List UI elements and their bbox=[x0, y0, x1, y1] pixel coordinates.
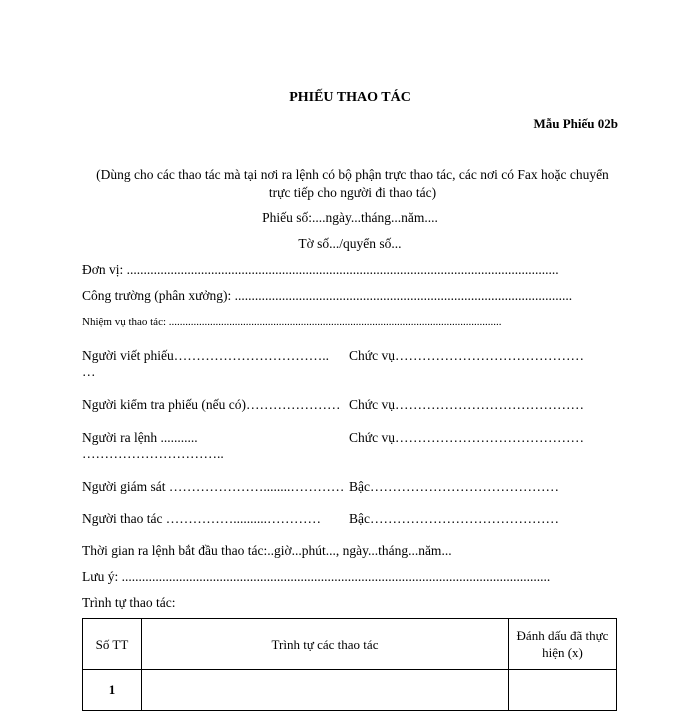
header-sequence: Trình tự các thao tác bbox=[142, 619, 509, 670]
usage-note-line-2: trực tiếp cho người đi thao tác) bbox=[268, 185, 437, 200]
checker-field: Người kiểm tra phiếu (nếu có)………………… bbox=[82, 397, 341, 412]
writer-role-field: Chức vụ…………………………………… bbox=[349, 348, 584, 363]
site-field: Công trường (phân xưởng): .................................................................................................... bbox=[82, 288, 573, 303]
sheet-number: Tờ số.../quyển số... bbox=[298, 236, 402, 251]
form-title: PHIẾU THAO TÁC bbox=[289, 90, 411, 105]
table-header-row bbox=[83, 619, 617, 670]
usage-note bbox=[80, 166, 625, 202]
row-number-cell: 1 bbox=[83, 670, 142, 711]
operator-field: Người thao tác ……………..........………… bbox=[82, 511, 322, 526]
form-code: Mẫu Phiếu 02b bbox=[533, 116, 618, 131]
sequence-label: Trình tự thao tác: bbox=[82, 595, 176, 610]
remark-field: Lưu ý: ............................................................................................................................... bbox=[82, 569, 551, 584]
supervisor-field: Người giám sát …………………........………… bbox=[82, 479, 345, 494]
row-done-cell bbox=[509, 670, 617, 711]
unit-field: Đơn vị: ................................................................................................................................ bbox=[82, 262, 559, 277]
ticket-number: Phiếu số:....ngày...tháng...năm.... bbox=[262, 210, 438, 225]
checker-role-field: Chức vụ…………………………………… bbox=[349, 397, 584, 412]
command-time-field: Thời gian ra lệnh bắt đầu thao tác:..giờ...phút..., ngày...tháng...năm... bbox=[82, 543, 452, 558]
operator-grade-field: Bậc…………………………………… bbox=[349, 511, 559, 526]
header-done-mark: Đánh dấu đã thực hiện (x) bbox=[509, 619, 617, 670]
commander-role-field: Chức vụ…………………………………… bbox=[349, 430, 584, 445]
writer-field-continuation: … bbox=[82, 364, 96, 379]
operation-table bbox=[82, 618, 617, 711]
header-number: Số TT bbox=[83, 619, 142, 670]
row-sequence-cell bbox=[142, 670, 509, 711]
task-field: Nhiệm vụ thao tác: ......................................................................................................................... bbox=[82, 316, 502, 328]
table-row bbox=[83, 670, 617, 711]
writer-field: Người viết phiếu…………………………….. bbox=[82, 348, 329, 363]
commander-field-continuation: ………………………….. bbox=[82, 446, 224, 461]
commander-field: Người ra lệnh ........... bbox=[82, 430, 198, 445]
supervisor-grade-field: Bậc…………………………………… bbox=[349, 479, 559, 494]
usage-note-line-1: (Dùng cho các thao tác mà tại nơi ra lệnh có bộ phận trực thao tác, các nơi có Fax hoặc chuyển bbox=[96, 167, 609, 182]
